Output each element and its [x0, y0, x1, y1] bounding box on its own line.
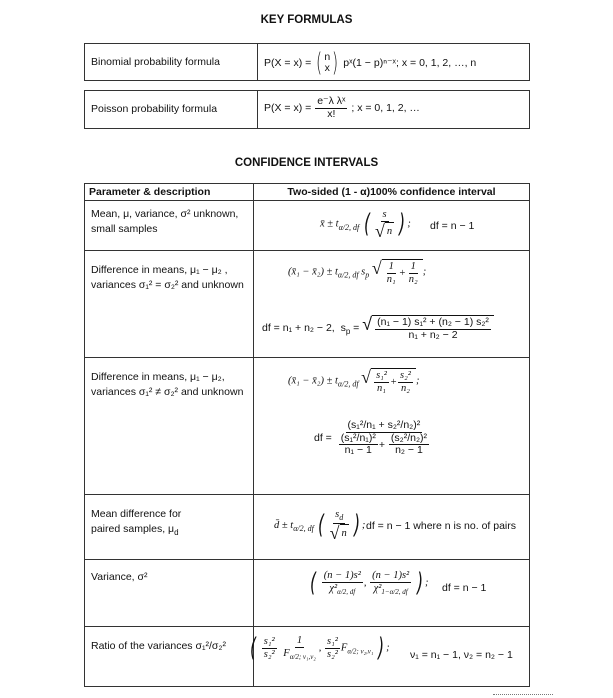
- row-label: Difference in means, μ₁ − μ₂ , variances σ₁² = σ₂² and unknown: [85, 251, 254, 358]
- diff-unequal-ci-formula: (x̄₁ − x̄₂) ± $t_{\alpha/2, df}$ √ $\frac{\text{s₁²}}{\text{n₁}}$ + $\frac{\text{s₂²}}{\text{n₂}}$ ;: [288, 367, 420, 394]
- binomial-range: x = 0, 1, 2, …, n: [401, 56, 477, 69]
- key-formulas-heading: KEY FORMULAS: [260, 14, 353, 26]
- footer-divider: [493, 694, 553, 698]
- binomial-formula: P(X = x) = ( n x ) pˣ(1 − p)ⁿ⁻ˣ; x = 0, 1, 2, …, n: [264, 48, 477, 78]
- variance-df: df = n − 1: [442, 582, 487, 594]
- diff-unequal-df: df = (s₁²/n₁ + s₂²/n₂)² $\frac{\text{(s₁²/n₁)²}}{\text{n₁ − 1}}$ + $\frac{\text{(s₂²/n₂)²}}{\text{n₂ − 1}}$: [314, 419, 428, 457]
- binomial-formula-cell: [258, 44, 530, 81]
- confidence-heading: CONFIDENCE INTERVALS: [234, 157, 379, 169]
- row-formula: [254, 358, 530, 495]
- binomial-label: Binomial probability formula: [85, 44, 258, 81]
- diff-equal-ci-formula: (x̄₁ − x̄₂) ± $t_{\alpha/2, df}$ $s_p$ √ $\frac{1}{\text{n₁}}$ + $\frac{1}{\text{n₂}}$ ;: [288, 258, 427, 285]
- row-label: Difference in means, μ₁ − μ₂, variances σ₁² ≠ σ₂² and unknown: [85, 358, 254, 495]
- row-label: Mean difference for paired samples, $\mu_d$: [85, 495, 254, 560]
- row-formula: [250, 627, 530, 687]
- ci-row-diff-equal: [85, 251, 530, 358]
- diff-equal-df: df = n₁ + n₂ − 2, $s_p$ = √ $\frac{\text{(n₁ − 1) s₁² + (n₂ − 1) s₂²}}{\text{n₁ + n₂ − 2}}$: [262, 315, 494, 341]
- poisson-range: ; x = 0, 1, 2, …: [351, 101, 420, 114]
- poisson-formula: [264, 96, 420, 120]
- row-formula: [254, 201, 530, 251]
- col2-header: Two-sided (1 - α)100% confidence interval: [254, 184, 530, 201]
- row-formula: [254, 495, 530, 560]
- ratio-df: ν₁ = n₁ − 1, ν₂ = n₂ − 1: [410, 649, 513, 661]
- row-formula: [254, 251, 530, 358]
- mean-ci-formula: x̄ ± $t_{\alpha/2, df}$ ( s √ n ) ;: [320, 209, 411, 241]
- paired-df: df = n − 1 where n is no. of pairs: [366, 520, 517, 532]
- variance-ci-formula: ( $\frac{\text{(n − 1)s²}}{\chi^2_{\alpha/2, df}}$ , $\frac{\text{(n − 1)s²}}{\chi^2_{1-\alpha/2, df}}$ ) ;: [310, 568, 429, 599]
- binomial-x: x: [324, 62, 330, 74]
- ci-row-ratio: [85, 627, 530, 687]
- binomial-n: n: [324, 50, 331, 63]
- row-label: Variance, σ²: [85, 560, 254, 627]
- row-label: Mean, μ, variance, σ² unknown, small samples: [85, 201, 254, 251]
- row-formula: [254, 560, 530, 627]
- poisson-label: Poisson probability formula: [85, 91, 258, 129]
- row-label: Ratio of the variances σ₁²/σ₂²: [85, 627, 254, 687]
- paired-ci-formula: d̄ ± $t_{\alpha/2, df}$ ( $s_d$ √ n ) ;: [274, 509, 366, 543]
- ci-row-diff-unequal: [85, 358, 530, 495]
- ci-row-paired: [85, 495, 530, 560]
- ci-row-mean: [85, 201, 530, 251]
- mean-ci-df: df = n − 1: [430, 220, 475, 232]
- poisson-lhs: P(X = x) =: [264, 101, 312, 114]
- poisson-formula-cell: [258, 91, 530, 129]
- binomial-lhs: P(X = x) =: [264, 56, 312, 69]
- binomial-terms: pˣ(1 − p)ⁿ⁻ˣ;: [343, 56, 399, 69]
- ci-row-variance: [85, 560, 530, 627]
- key-formulas-table: [84, 43, 530, 129]
- ratio-ci-formula: ( $\frac{\text{s₁²}}{\text{s₂²}}$ $\frac{1}{F_{\alpha/2; \nu_1,\nu_2}}$ , $\frac{\text{s₁²}}{\text{s₂²}}$ $F_{\alpha/2; \nu_2,\nu_1}$ ) ;: [250, 633, 390, 664]
- poisson-num: e⁻λ λˣ: [317, 95, 346, 107]
- confidence-table: [84, 183, 530, 687]
- col1-header: Parameter & description: [85, 184, 254, 201]
- poisson-den: x!: [327, 107, 336, 120]
